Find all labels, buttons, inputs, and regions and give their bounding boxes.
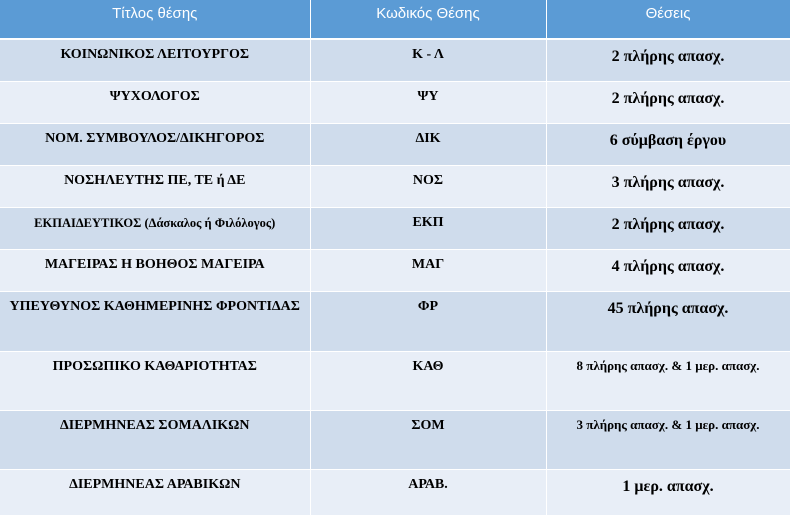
table-row (0, 351, 790, 410)
row-code: ΑΡΑΒ. (310, 469, 546, 515)
row-title: ΕΚΠΑΙΔΕΥΤΙΚΟΣ (Δάσκαλος ή Φιλόλογος) (0, 207, 310, 249)
row-title: ΝΟΜ. ΣΥΜΒΟΥΛΟΣ/ΔΙΚΗΓΟΡΟΣ (0, 123, 310, 165)
table-body (0, 39, 790, 515)
header-title: Τίτλος θέσης (0, 0, 310, 39)
table-row (0, 291, 790, 351)
table-row (0, 469, 790, 515)
row-positions: 45 πλήρης απασχ. (546, 291, 790, 351)
table-row (0, 165, 790, 207)
row-title: ΜΑΓΕΙΡΑΣ Η ΒΟΗΘΟΣ ΜΑΓΕΙΡΑ (0, 249, 310, 291)
row-code: ΜΑΓ (310, 249, 546, 291)
row-code: ΚΑΘ (310, 351, 546, 410)
table-row (0, 207, 790, 249)
row-positions: 4 πλήρης απασχ. (546, 249, 790, 291)
row-positions: 6 σύμβαση έργου (546, 123, 790, 165)
row-title: ΚΟΙΝΩΝΙΚΟΣ ΛΕΙΤΟΥΡΓΟΣ (0, 39, 310, 81)
row-code: ΔΙΚ (310, 123, 546, 165)
row-code: ΣΟΜ (310, 410, 546, 469)
header-row (0, 0, 790, 39)
row-code: Κ - Λ (310, 39, 546, 81)
row-title: ΝΟΣΗΛΕΥΤΗΣ ΠΕ, ΤΕ ή ΔΕ (0, 165, 310, 207)
table-header (0, 0, 790, 39)
row-positions: 2 πλήρης απασχ. (546, 81, 790, 123)
row-code: ΦΡ (310, 291, 546, 351)
row-title: ΔΙΕΡΜΗΝΕΑΣ ΣΟΜΑΛΙΚΩΝ (0, 410, 310, 469)
row-title: ΨΥΧΟΛΟΓΟΣ (0, 81, 310, 123)
row-title: ΔΙΕΡΜΗΝΕΑΣ ΑΡΑΒΙΚΩΝ (0, 469, 310, 515)
row-positions: 3 πλήρης απασχ. & 1 μερ. απασχ. (546, 410, 790, 469)
table-row (0, 123, 790, 165)
table-row (0, 81, 790, 123)
row-positions: 2 πλήρης απασχ. (546, 39, 790, 81)
table-row (0, 410, 790, 469)
table-row (0, 249, 790, 291)
header-code: Κωδικός Θέσης (310, 0, 546, 39)
row-positions: 3 πλήρης απασχ. (546, 165, 790, 207)
row-positions: 1 μερ. απασχ. (546, 469, 790, 515)
row-code: ΝΟΣ (310, 165, 546, 207)
row-code: ΕΚΠ (310, 207, 546, 249)
row-positions: 8 πλήρης απασχ. & 1 μερ. απασχ. (546, 351, 790, 410)
row-title: ΥΠΕΥΘΥΝΟΣ ΚΑΘΗΜΕΡΙΝΗΣ ΦΡΟΝΤΙΔΑΣ (0, 291, 310, 351)
table-row (0, 39, 790, 81)
row-code: ΨΥ (310, 81, 546, 123)
header-positions: Θέσεις (546, 0, 790, 39)
row-title: ΠΡΟΣΩΠΙΚΟ ΚΑΘΑΡΙΟΤΗΤΑΣ (0, 351, 310, 410)
row-positions: 2 πλήρης απασχ. (546, 207, 790, 249)
